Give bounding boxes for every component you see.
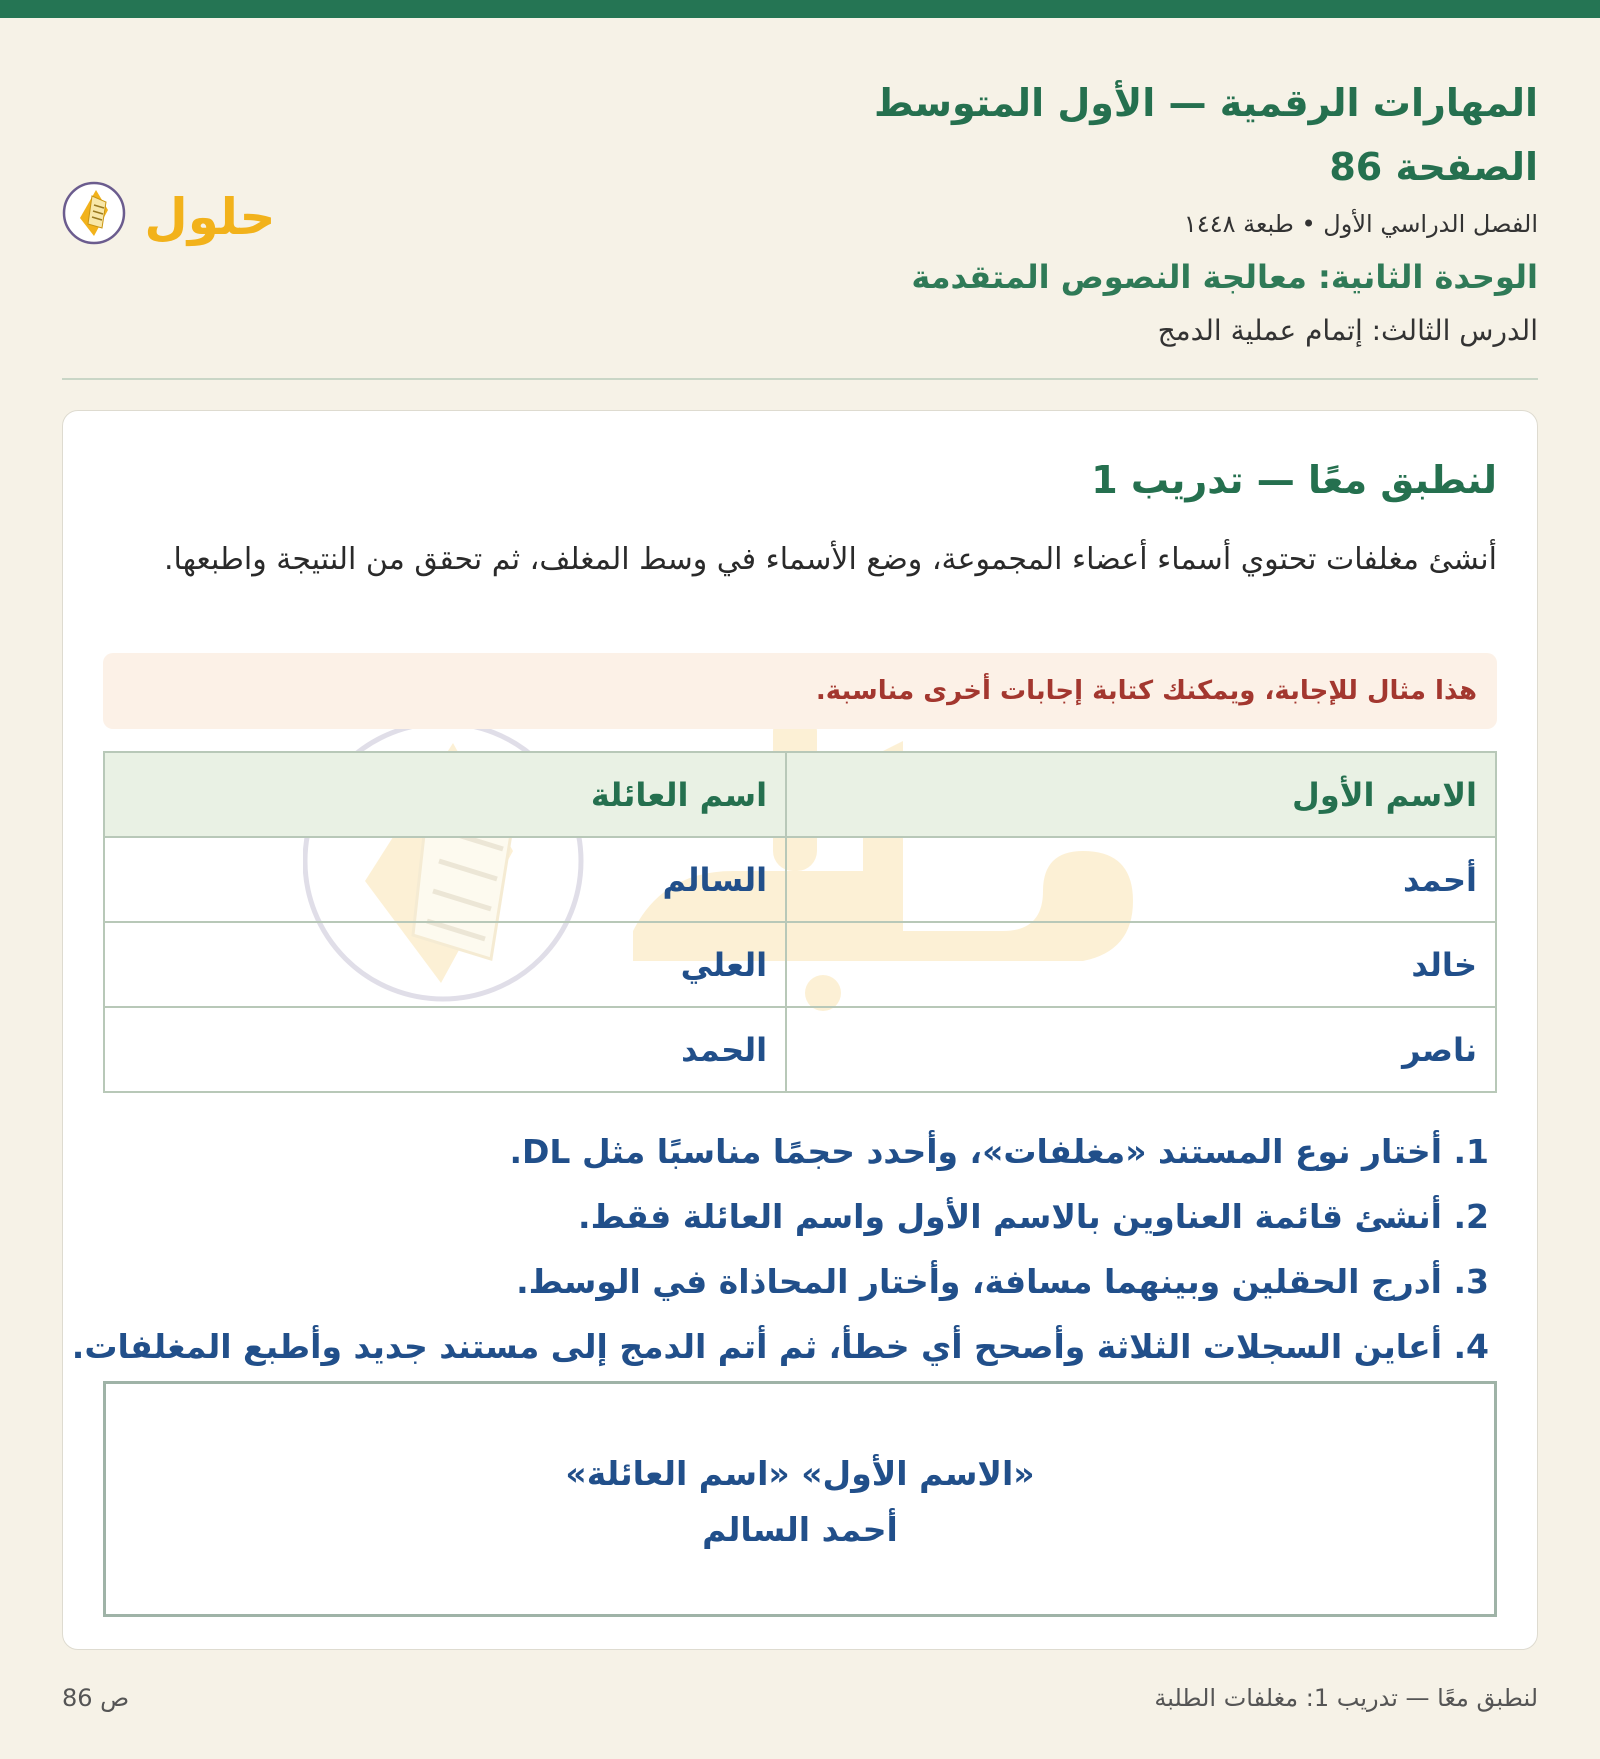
names-table [103,751,1497,1093]
page-footer [62,1678,1538,1718]
exercise-title: لنطبق معًا — تدريب 1 [1091,458,1497,502]
step-item: 4. أعاين السجلات الثلاثة وأصحح أي خطأ، ثم أتم الدمج إلى مستند جديد وأطبع المغلفات. [71,1327,1489,1366]
steps-list [71,1119,1497,1379]
unit-title: الوحدة الثانية: معالجة النصوص المتقدمة [911,258,1538,296]
cell-first-name: خالد [786,922,1496,1007]
cell-first-name: أحمد [786,837,1496,922]
footer-caption: لنطبق معًا — تدريب 1: مغلفات الطلبة [1154,1684,1538,1712]
table-row [104,837,1496,922]
envelope-preview [103,1381,1497,1617]
table-row [104,922,1496,1007]
step-item: 2. أنشئ قائمة العناوين بالاسم الأول واسم العائلة فقط. [578,1197,1489,1236]
exercise-instructions: أنشئ مغلفات تحتوي أسماء أعضاء المجموعة، وضع الأسماء في وسط المغلف، ثم تحقق من النتيجة واطبعها. [164,542,1497,577]
header-text [874,78,1538,350]
subject-title: المهارات الرقمية — الأول المتوسط [873,81,1538,125]
table-row [104,1007,1496,1092]
step-item: 1. أختار نوع المستند «مغلفات»، وأحدد حجمًا مناسبًا مثل DL. [509,1132,1489,1171]
cell-first-name: ناصر [786,1007,1496,1092]
page-header [62,78,1538,378]
cell-last-name: السالم [104,837,786,922]
term-edition: الفصل الدراسي الأول • طبعة ١٤٤٨ [1183,210,1538,238]
step-item: 3. أدرج الحقلين وبينهما مسافة، وأختار المحاذاة في الوسط. [516,1262,1489,1301]
header-divider [62,378,1538,380]
table-header-row [104,752,1496,837]
cell-last-name: العلي [104,922,786,1007]
column-header-first-name: الاسم الأول [786,752,1496,837]
top-accent-bar [0,0,1600,18]
answer-note: هذا مثال للإجابة، ويمكنك كتابة إجابات أخرى مناسبة. [103,653,1497,729]
sample-name-line: أحمد السالم [702,1510,898,1549]
column-header-last-name: اسم العائلة [104,752,786,837]
exercise-card [62,410,1538,1650]
footer-page-number: ص 86 [62,1684,130,1712]
merge-fields-line: «الاسم الأول» «اسم العائلة» [565,1454,1035,1493]
cell-last-name: الحمد [104,1007,786,1092]
hulul-logo [62,170,292,256]
page-label: الصفحة 86 [1329,145,1538,189]
lesson-title: الدرس الثالث: إتمام عملية الدمج [1157,314,1538,347]
logo-wordmark: حلول [144,188,276,246]
